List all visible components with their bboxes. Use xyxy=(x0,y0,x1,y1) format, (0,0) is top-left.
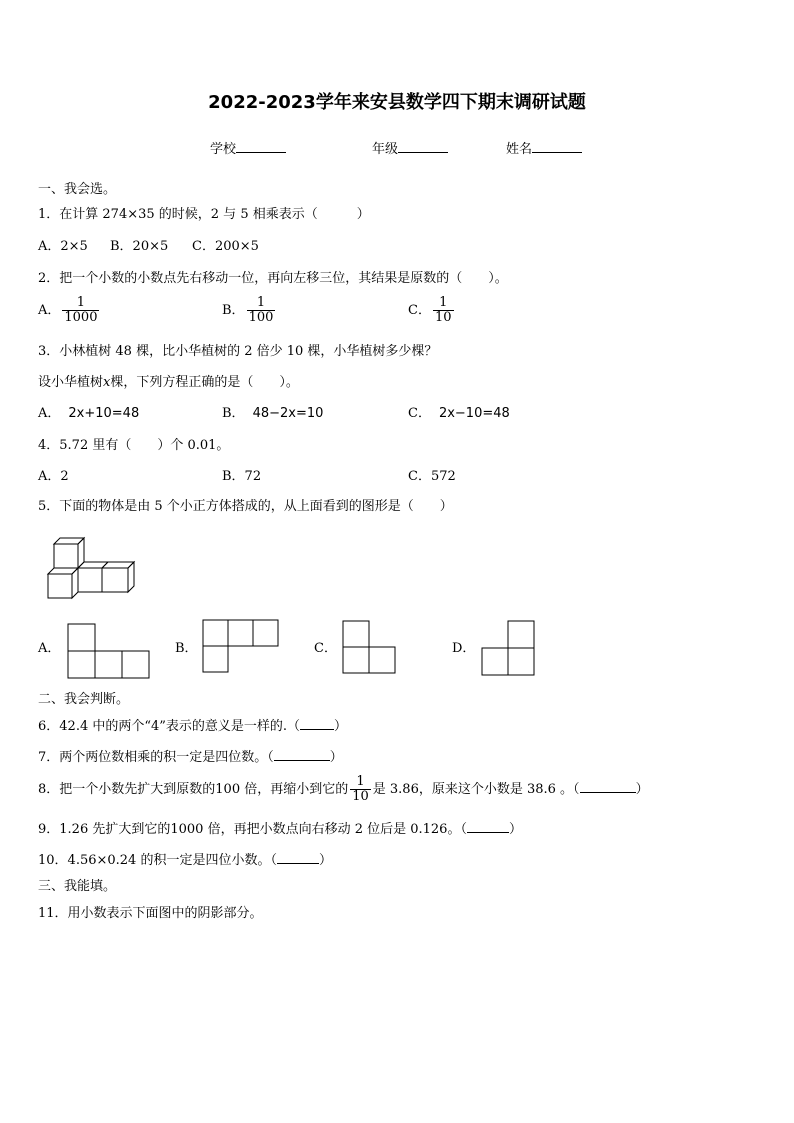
q3-option-a-equation: 2x+10=48 xyxy=(68,406,140,421)
q8-text-pre: 8．把一个小数先扩大到原数的100 倍，再缩小到它的 xyxy=(38,782,349,797)
q10-close: ） xyxy=(318,853,332,868)
q2-b-numerator: 1 xyxy=(256,295,266,310)
q3-option-a-label: A． xyxy=(38,406,61,421)
q8-close: ） xyxy=(635,782,649,797)
q8-numerator: 1 xyxy=(356,774,365,789)
q6-answer-blank[interactable] xyxy=(300,729,334,730)
question-1: 1．在计算 274×35 的时候，2 与 5 相乘表示（ ） xyxy=(38,207,370,222)
cubes-3d-figure xyxy=(44,532,140,604)
q2-a-denominator: 1000 xyxy=(64,310,98,325)
q5-option-c-shape[interactable] xyxy=(342,620,398,676)
q5-option-a-shape[interactable] xyxy=(67,623,153,679)
q1-option-a[interactable]: A．2×5 xyxy=(38,239,88,254)
q4-option-b[interactable]: B．72 xyxy=(222,469,262,484)
question-10 xyxy=(38,852,332,870)
q3-option-b[interactable] xyxy=(222,405,323,423)
q3-option-b-equation: 48−2x=10 xyxy=(252,406,324,421)
q2-option-c[interactable] xyxy=(408,296,456,325)
q2-option-c-label: C． xyxy=(408,303,431,318)
q5-option-a[interactable]: A． xyxy=(38,641,61,656)
question-7 xyxy=(38,749,343,767)
q3-option-c[interactable] xyxy=(408,405,510,423)
q9-answer-blank[interactable] xyxy=(467,832,509,833)
q5-option-b-shape[interactable] xyxy=(202,619,282,675)
q7-answer-blank[interactable] xyxy=(274,760,330,761)
name-blank[interactable] xyxy=(532,152,582,153)
q9-close: ） xyxy=(508,822,522,837)
question-8 xyxy=(38,775,649,804)
q3-line2-pre: 设小华植树 xyxy=(38,375,104,390)
q7-text: 7．两个两位数相乘的积一定是四位数。（ xyxy=(38,750,274,765)
grade-label: 年级 xyxy=(372,142,399,157)
q2-option-b-label: B． xyxy=(222,303,245,318)
q2-b-denominator: 100 xyxy=(248,310,274,325)
q2-c-denominator: 10 xyxy=(434,310,452,325)
q3-option-c-label: C． xyxy=(408,406,431,421)
name-field xyxy=(506,141,582,159)
q5-option-c[interactable]: C． xyxy=(314,641,337,656)
question-11: 11．用小数表示下面图中的阴影部分。 xyxy=(38,906,263,921)
question-9 xyxy=(38,821,522,839)
question-6 xyxy=(38,718,347,736)
name-label: 姓名 xyxy=(506,142,533,157)
question-2: 2．把一个小数的小数点先右移动一位，再向左移三位，其结果是原数的（ ）。 xyxy=(38,271,508,286)
section-2-heading: 二、我会判断。 xyxy=(38,692,130,707)
page-title: 2022-2023学年来安县数学四下期末调研试题 xyxy=(208,92,586,113)
q3-option-c-equation: 2x−10=48 xyxy=(438,406,510,421)
section-3-heading: 三、我能填。 xyxy=(38,879,117,894)
question-3-line-2 xyxy=(38,374,299,392)
q5-option-b[interactable]: B． xyxy=(175,641,198,656)
school-field xyxy=(210,141,286,159)
q3-line2-post: 棵，下列方程正确的是（ ）。 xyxy=(110,375,299,390)
q1-option-b[interactable]: B．20×5 xyxy=(110,239,169,254)
question-3: 3．小林植树 48 棵，比小华植树的 2 倍少 10 棵，小华植树多少棵？ xyxy=(38,344,438,359)
q3-variable: x xyxy=(103,375,111,390)
q8-answer-blank[interactable] xyxy=(580,792,636,793)
q5-option-d-shape[interactable] xyxy=(481,620,537,678)
school-blank[interactable] xyxy=(236,152,286,153)
question-5: 5．下面的物体是由 5 个小正方体搭成的，从上面看到的图形是（ ） xyxy=(38,499,453,514)
grade-field xyxy=(372,141,448,159)
school-label: 学校 xyxy=(210,142,237,157)
q2-option-a[interactable] xyxy=(38,296,101,325)
q2-c-numerator: 1 xyxy=(439,295,448,310)
q1-option-c[interactable]: C．200×5 xyxy=(192,239,259,254)
q3-option-b-label: B． xyxy=(222,406,245,421)
q7-close: ） xyxy=(329,750,343,765)
grade-blank[interactable] xyxy=(398,152,448,153)
q2-option-a-label: A． xyxy=(38,303,61,318)
q8-text-post: 是 3.86，原来这个小数是 38.6 。（ xyxy=(372,782,580,797)
q5-option-d[interactable]: D． xyxy=(452,641,476,656)
q4-option-a[interactable]: A．2 xyxy=(38,469,69,484)
q6-close: ） xyxy=(334,719,348,734)
q9-text: 9．1.26 先扩大到它的1000 倍，再把小数点向右移动 2 位后是 0.126。（ xyxy=(38,822,467,837)
q8-denominator: 10 xyxy=(352,789,369,804)
q10-answer-blank[interactable] xyxy=(277,863,319,864)
q3-option-a[interactable] xyxy=(38,405,139,423)
q10-text: 10．4.56×0.24 的积一定是四位小数。（ xyxy=(38,853,277,868)
q2-a-numerator: 1 xyxy=(76,295,86,310)
question-4: 4．5.72 里有（ ）个 0.01。 xyxy=(38,438,230,453)
q6-text: 6．42.4 中的两个“4”表示的意义是一样的.（ xyxy=(38,719,301,734)
q4-option-c[interactable]: C．572 xyxy=(408,469,456,484)
q2-option-b[interactable] xyxy=(222,296,277,325)
section-1-heading: 一、我会选。 xyxy=(38,182,117,197)
